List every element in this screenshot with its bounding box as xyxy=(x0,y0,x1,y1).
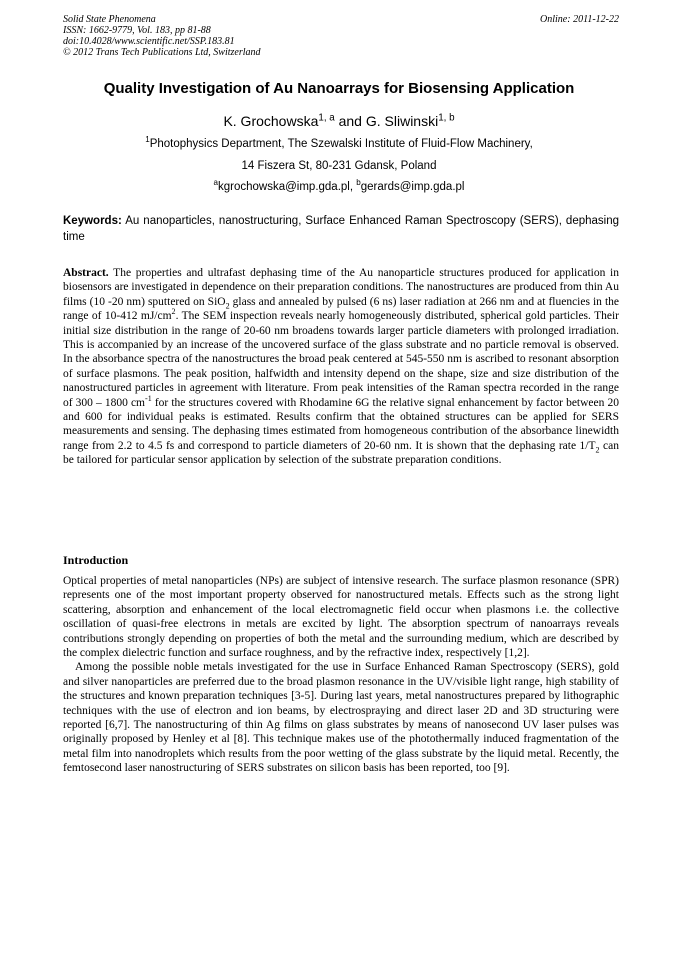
abstract-text: The properties and ultrafast dephasing time of the Au nanoparticle structures produced for application in biosensors are investigated in dependence on their preparation conditions. The nanostructures are produced from thin Au films (10 -20 nm) sputtered on SiO xyxy=(63,267,619,308)
journal-issn: ISSN: 1662-9779, Vol. 183, pp 81-88 xyxy=(63,25,211,36)
paragraph: Among the possible noble metals investigated for the use in Surface Enhanced Raman Spectroscopy (SERS), gold and silver nanoparticles are preferred due to the broad plasmon resonance in the UV/visible light range, high stability of the structures and known preparation techniques [3-5]. During last years, metal nanostructures prepared by lithographic techniques with the use of electron and ion beams, by electrospraying and direct laser 2D and 3D structuring were reported [6,7]. The nanostructuring of thin Ag films on glass substrates by means of nanosecond UV laser pulses was originally proposed by Henley et al [8]. This technique makes use of the photothermally induced fragmentation of the metal film into nanodroplets which results from the poor wetting of the glass substrate by the liquid metal. Recently, the femtosecond laser nanostructuring of SERS substrates on silicon basis has been reported, too [9]. xyxy=(63,661,619,775)
abstract-text: . The SEM inspection reveals nearly homogeneously distributed, spherical gold particles. Their initial size distribution in the range of 20-60 nm broadens towards larger particle diameters with prolonged irradiation. This is accompanied by an increase of the uncovered surface of the glass substrate and no particle removal is observed. In the absorbance spectra of the nanostructures the broad peak centered at 545-550 nm is ascribed to resonant absorption of surface plasmons. The peak position, halfwidth and intensity depend on the shape, size and size distribution of the nanostructured particles in agreement with literature. From peak intensities of the Raman spectra recorded in the range of 300 – 1800 cm xyxy=(63,310,619,409)
author-name: G. Sliwinski xyxy=(365,113,439,129)
journal-copyright: © 2012 Trans Tech Publications Ltd, Switzerland xyxy=(63,47,261,58)
email-superscript: a xyxy=(213,178,218,188)
keywords-label: Keywords: xyxy=(63,215,122,227)
keywords-text: Au nanoparticles, nanostructuring, Surface Enhanced Raman Spectroscopy (SERS), dephasing time xyxy=(63,215,619,243)
keywords-block xyxy=(63,213,619,245)
online-date: Online: 2011-12-22 xyxy=(540,14,619,25)
abstract-text: can be tailored for particular sensor application by selection of the substrate preparation conditions. xyxy=(63,439,619,467)
email-link[interactable]: kgrochowska@imp.gda.pl, xyxy=(218,181,357,193)
journal-doi: doi:10.4028/www.scientific.net/SSP.183.81 xyxy=(63,36,235,47)
email-superscript: b xyxy=(356,178,361,188)
abstract-superscript: 2 xyxy=(171,307,176,317)
journal-name: Solid State Phenomena xyxy=(63,14,156,25)
author-conjunction: and xyxy=(334,113,366,129)
abstract-text: glass and annealed by pulsed (6 ns) laser radiation at 266 nm and at fluencies in the range of 10-412 mJ/cm xyxy=(63,295,620,323)
abstract-superscript: -1 xyxy=(145,393,152,403)
affiliation-superscript: 1 xyxy=(145,135,150,145)
affiliation-line xyxy=(40,137,638,151)
abstract-subscript: 2 xyxy=(595,445,600,455)
journal-header xyxy=(63,14,619,58)
section-heading-introduction: Introduction xyxy=(63,553,129,567)
paragraph: Optical properties of metal nanoparticles (NPs) are subject of intensive research. The surface plasmon resonance (SPR) represents one of the most important property observed for nanostructured metals. Effects such as the strong light scattering, absorption and enhancement of the local electromagnetic field occur when plasmons i.e. the collective oscillation of quasi-free electrons in metals are excited by light. The absorption spectrum of nanoarrays reveals contributions strongly depending on properties of both the metal and the surrounding medium, which are described by the complex dielectric function and surface roughness, and by the refractive index, respectively [1,2]. xyxy=(63,575,619,660)
author-emails xyxy=(40,180,638,194)
introduction-body xyxy=(63,574,619,776)
author-line xyxy=(40,112,638,130)
author-name: K. Grochowska xyxy=(223,113,319,129)
abstract-text: for the structures covered with Rhodamine 6G the relative signal enhancement by factor between 20 and 600 for individual peaks is estimated. Results confirm that the obtained structures can be applied for SERS measurements and sensing. The dephasing times estimated from homogeneous contribution of the absorbance linewidth range from 2.2 to 4.5 fs and correspond to particle diameters of 20-60 nm. It is shown that the dephasing rate 1/T xyxy=(63,396,619,452)
abstract-block xyxy=(63,266,619,468)
affiliation-text: Photophysics Department, The Szewalski Institute of Fluid-Flow Machinery, xyxy=(149,138,533,150)
abstract-label: Abstract. xyxy=(63,267,109,279)
author-superscript: 1, a xyxy=(318,112,335,124)
paper-title: Quality Investigation of Au Nanoarrays for Biosensing Application xyxy=(103,80,575,97)
email-link[interactable]: gerards@imp.gda.pl xyxy=(360,181,465,193)
affiliation-address: 14 Fiszera St, 80-231 Gdansk, Poland xyxy=(241,160,437,172)
abstract-subscript: 2 xyxy=(225,301,230,311)
author-superscript: 1, b xyxy=(438,112,455,124)
